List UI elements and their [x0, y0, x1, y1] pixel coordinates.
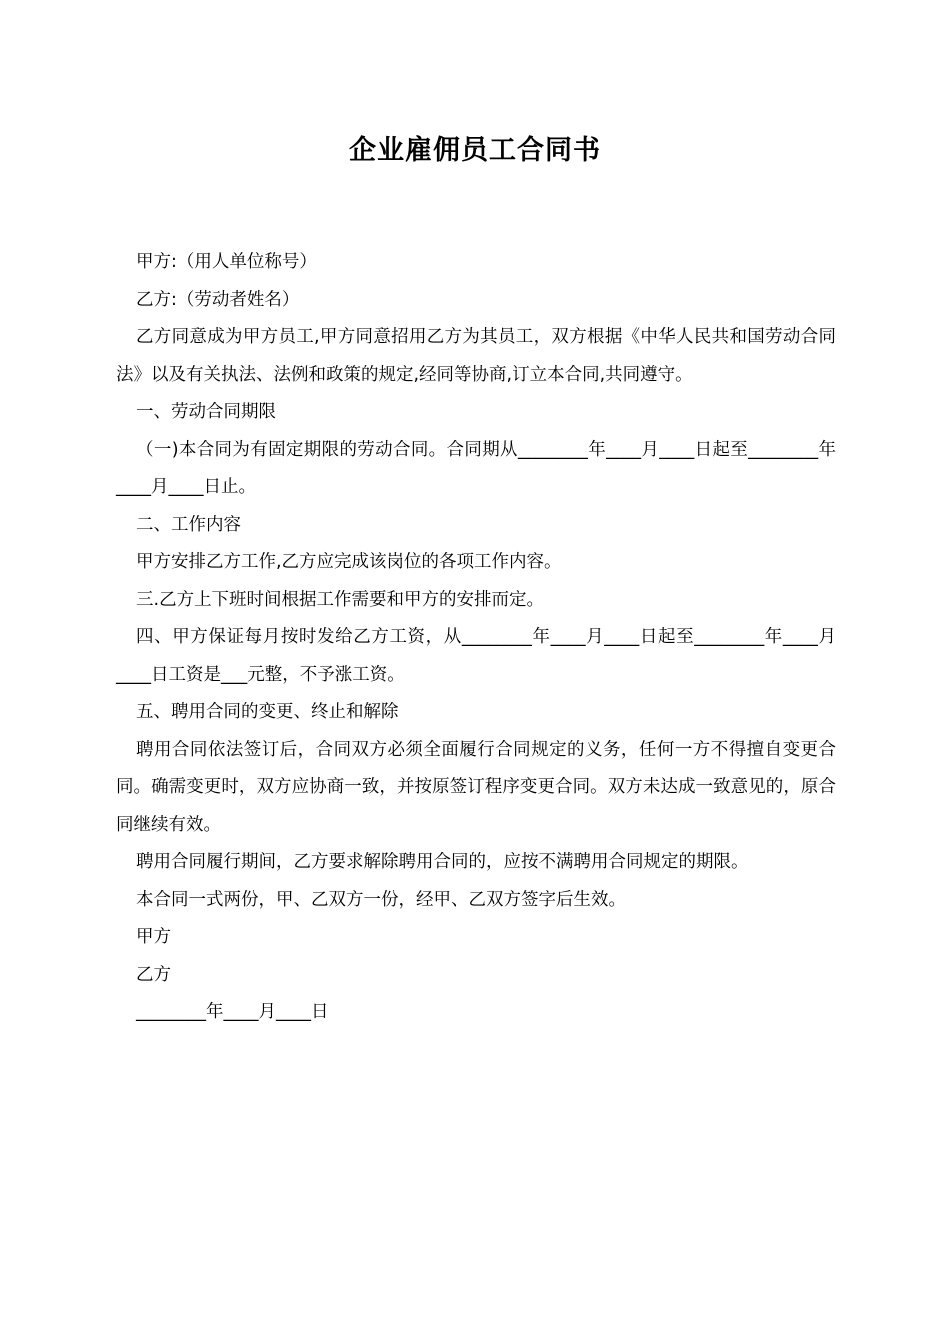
copies-clause: 本合同一式两份，甲、乙双方一份，经甲、乙双方签字后生效。: [136, 889, 626, 910]
section-heading-work: 二、工作内容: [136, 514, 241, 535]
working-hours-clause: 三.乙方上下班时间根据工作需要和甲方的安排而定。: [136, 589, 545, 610]
party-a-line: 甲方:（用人单位称号）: [136, 252, 317, 272]
section-heading-term: 一、劳动合同期限: [136, 402, 276, 422]
party-b-signature: 乙方: [136, 964, 171, 985]
document-title: 企业雇佣员工合同书: [349, 135, 601, 166]
term-clause: （一)本合同为有固定期限的劳动合同。合同期从________年____月____日起至________年____月____日止。: [116, 439, 836, 497]
signing-date: ________年____月____日: [136, 1002, 329, 1022]
section-heading-changes: 五、聘用合同的变更、终止和解除: [136, 702, 399, 722]
termination-clause: 聘用合同履行期间，乙方要求解除聘用合同的，应按不满聘用合同规定的期限。: [136, 852, 749, 872]
document-body: [116, 244, 836, 1032]
salary-clause: 四、甲方保证每月按时发给乙方工资，从________年____月____日起至________年____月____日工资是___元整，不予涨工资。: [116, 627, 836, 685]
party-a-signature: 甲方: [136, 927, 171, 947]
changes-clause: 聘用合同依法签订后，合同双方必须全面履行合同规定的义务，任何一方不得擅自变更合同。确需变更时，双方应协商一致，并按原签订程序变更合同。双方未达成一致意见的，原合同继续有效。: [116, 739, 836, 835]
party-b-line: 乙方:（劳动者姓名）: [136, 289, 300, 310]
preamble-paragraph: 乙方同意成为甲方员工,甲方同意招用乙方为其员工，双方根据《中华人民共和国劳动合同法》以及有关执法、法例和政策的规定,经同等协商,订立本合同,共同遵守。: [116, 327, 836, 385]
work-clause: 甲方安排乙方工作,乙方应完成该岗位的各项工作内容。: [136, 552, 562, 572]
